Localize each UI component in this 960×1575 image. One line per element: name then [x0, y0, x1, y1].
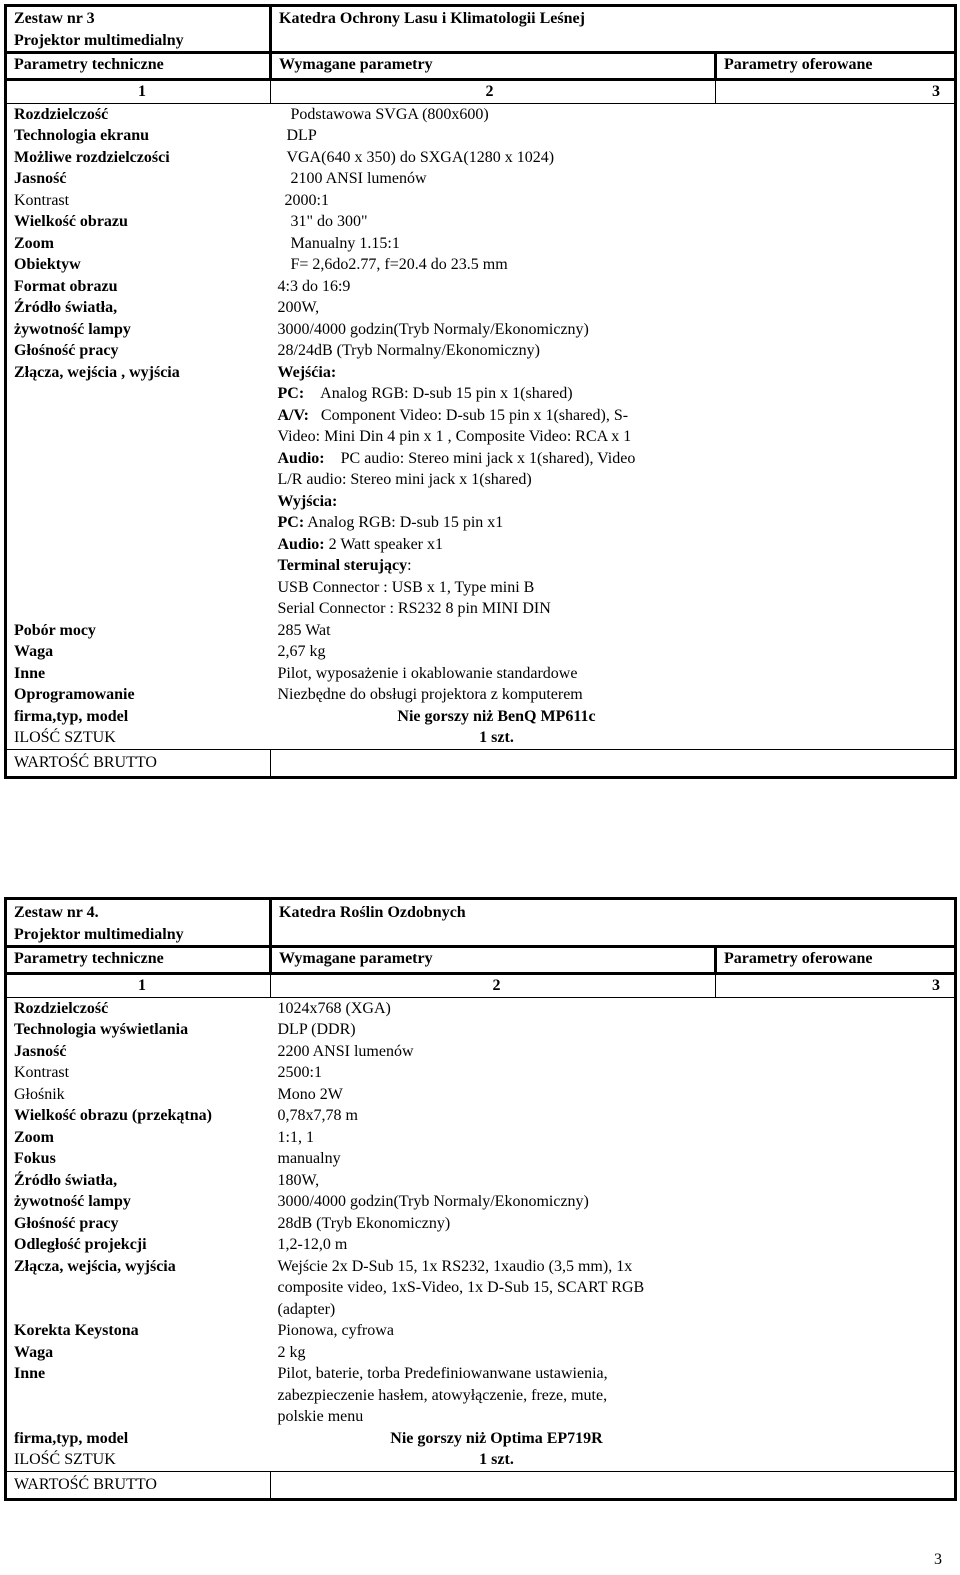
set4-number-row	[6, 974, 956, 998]
set3-outputs-title: Wyjścia:	[277, 492, 338, 510]
set3-gross-value-cell	[271, 749, 716, 777]
set4-offered-cell	[716, 1320, 956, 1342]
set4-row	[6, 1234, 956, 1256]
set3-input-pc-val: Analog RGB: D-sub 15 pin x 1(shared)	[320, 385, 573, 402]
set4-gross-offered-cell	[716, 1471, 956, 1499]
set4-value-lamp: 3000/4000 godzin(Tryb Normaly/Ekonomiczny)	[277, 1193, 589, 1210]
set4-label-other: Inne	[14, 1365, 46, 1382]
set3-header-required: Wymagane parametry	[271, 53, 716, 80]
set3-row	[6, 125, 956, 147]
set4-offered-cell	[716, 1256, 956, 1321]
set3-label-image-size: Wielkość obrazu	[14, 213, 128, 230]
set4-offered-cell	[716, 1363, 956, 1428]
set4-num-3: 3	[716, 974, 956, 998]
set4-other-line3: polskie menu	[277, 1408, 364, 1425]
set4-value-zoom: 1:1, 1	[277, 1128, 314, 1146]
set4-value-image-size: 0,78x7,78 m	[277, 1107, 358, 1124]
set4-row	[6, 1191, 956, 1213]
set3-row	[6, 190, 956, 212]
set4-value-qty: 1 szt.	[479, 1451, 514, 1468]
set4-label-brightness: Jasność	[14, 1042, 67, 1060]
set4-connectors-row	[6, 1256, 956, 1321]
set4-value-other	[271, 1363, 716, 1428]
set4-row	[6, 1041, 956, 1063]
set3-output-pc-key: PC:	[277, 514, 305, 531]
set3-label-light: Źródło światła,	[14, 299, 118, 316]
set3-row	[6, 147, 956, 169]
set4-label-resolution: Rozdzielczość	[14, 999, 109, 1017]
set4-label-speaker: Głośnik	[14, 1085, 65, 1103]
set3-offered-cell	[716, 168, 956, 190]
set4-header-params: Parametry techniczne	[6, 947, 271, 974]
set4-offered-cell	[716, 1084, 956, 1106]
set4-row	[6, 1320, 956, 1342]
set3-zestaw: Zestaw nr 3	[14, 10, 95, 27]
set3-input-av-val1: Component Video: D-sub 15 pin x 1(shared), S-	[320, 406, 629, 424]
set4-value-tech: DLP (DDR)	[277, 1021, 356, 1038]
set3-terminal-key: Terminal sterujący	[277, 557, 408, 574]
set3-label-contrast: Kontrast	[14, 191, 70, 209]
set3-label-gross: WARTOŚĆ BRUTTO	[6, 749, 271, 777]
set3-label-resolutions: Możliwe rozdzielczości	[14, 148, 170, 166]
set3-value-zoom: Manualny 1.15:1	[290, 234, 400, 252]
set4-label-noise: Głośność pracy	[14, 1214, 119, 1232]
set4-connectors-line3: (adapter)	[277, 1300, 336, 1318]
set3-label-firma: firma,typ, model	[14, 707, 129, 725]
set3-label-resolution: Rozdzielczość	[14, 105, 109, 123]
set3-value-tech: DLP	[286, 127, 317, 144]
set3-header-params: Parametry techniczne	[6, 53, 271, 80]
set3-input-audio	[278, 448, 716, 470]
set3-label-weight: Waga	[14, 643, 54, 660]
set3-output-audio	[278, 534, 716, 556]
set4-offered-cell	[716, 1449, 956, 1471]
set4-value-weight: 2 kg	[277, 1343, 306, 1361]
set3-label-software: Oprogramowanie	[14, 686, 135, 703]
set3-usb: USB Connector : USB x 1, Type mini B	[277, 578, 535, 596]
set3-value-contrast: 2000:1	[284, 191, 329, 209]
set4-gross-value-cell	[271, 1471, 716, 1499]
set3-header-row	[6, 53, 956, 80]
set3-offered-cell	[716, 727, 956, 749]
set4-label-contrast: Kontrast	[14, 1064, 70, 1081]
set3-offered-cell	[716, 125, 956, 147]
set4-label-distance: Odległość projekcji	[14, 1236, 147, 1253]
set3-serial: Serial Connector : RS232 8 pin MINI DIN	[277, 600, 551, 617]
set4-offered-cell	[716, 1105, 956, 1127]
set4-row	[6, 1105, 956, 1127]
set3-offered-cell	[716, 362, 956, 620]
set4-offered-cell	[716, 1428, 956, 1450]
set4-label-qty: ILOŚĆ SZTUK	[14, 1451, 116, 1468]
set4-offered-cell	[716, 1191, 956, 1213]
set4-value-speaker: Mono 2W	[277, 1085, 343, 1103]
set4-offered-cell	[716, 1148, 956, 1170]
set3-input-av-key: A/V:	[277, 406, 309, 424]
set4-label-light: Źródło światła,	[14, 1171, 118, 1189]
set3-value-weight: 2,67 kg	[277, 643, 326, 660]
set3-offered-cell	[716, 706, 956, 728]
set4-header-offered: Parametry oferowane	[716, 947, 956, 974]
set3-inputs-title: Wejśćia:	[277, 363, 337, 381]
set3-connectors-row	[6, 362, 956, 620]
set3-offered-cell	[716, 663, 956, 685]
set3-value-brightness: 2100 ANSI lumenów	[290, 170, 427, 187]
set4-label-lamp: żywotność lampy	[14, 1193, 131, 1210]
set3-row	[6, 319, 956, 341]
set3-label-zoom: Zoom	[14, 234, 54, 252]
set4-connectors-line1: Wejście 2x D-Sub 15, 1x RS232, 1xaudio (3,5 mm), 1x	[277, 1257, 633, 1275]
set3-gross-offered-cell	[716, 749, 956, 777]
set4-row	[6, 1062, 956, 1084]
set3-output-audio-val: 2 Watt speaker x1	[324, 535, 444, 553]
set4-header-required: Wymagane parametry	[271, 947, 716, 974]
set3-label-format: Format obrazu	[14, 277, 118, 295]
set3-input-audio-key: Audio:	[277, 449, 325, 467]
set4-row	[6, 1170, 956, 1192]
set3-value-firma: Nie gorszy niż BenQ MP611c	[397, 707, 596, 725]
set4-offered-cell	[716, 1127, 956, 1149]
set3-value-lens: F= 2,6do2.77, f=20.4 do 23.5 mm	[290, 256, 508, 273]
set4-other-line2: zabezpieczenie hasłem, atowyłączenie, freze, mute,	[277, 1386, 608, 1404]
set4-katedra: Katedra Roślin Ozdobnych	[271, 899, 956, 947]
set4-offered-cell	[716, 1062, 956, 1084]
set3-row	[6, 684, 956, 706]
set3-value-qty: 1 szt.	[479, 729, 514, 746]
set4-row	[6, 997, 956, 1019]
set4-label-image-size: Wielkość obrazu (przekątna)	[14, 1107, 212, 1124]
set4-value-firma: Nie gorszy niż Optima EP719R	[390, 1429, 603, 1447]
set3-row	[6, 254, 956, 276]
set3-row	[6, 233, 956, 255]
set3-offered-cell	[716, 340, 956, 362]
set3-row	[6, 620, 956, 642]
set4-row	[6, 1127, 956, 1149]
set3-value-resolutions: VGA(640 x 350) do SXGA(1280 x 1024)	[286, 148, 555, 166]
set3-offered-cell	[716, 254, 956, 276]
set4-other-line1: Pilot, baterie, torba Predefiniowanwane ustawienia,	[277, 1365, 608, 1382]
set3-output-pc-val: Analog RGB: D-sub 15 pin x1	[304, 514, 504, 531]
set3-header-offered: Parametry oferowane	[716, 53, 956, 80]
set3-offered-cell	[716, 276, 956, 298]
set4-row	[6, 1019, 956, 1041]
set3-offered-cell	[716, 641, 956, 663]
set3-spec-table	[4, 4, 957, 779]
set3-label-connectors: Złącza, wejścia , wyjścia	[14, 363, 180, 381]
set3-row	[6, 340, 956, 362]
set4-value-noise: 28dB (Tryb Ekonomiczny)	[277, 1214, 451, 1232]
set4-value-keystone: Pionowa, cyfrowa	[277, 1322, 394, 1339]
set4-header-row	[6, 947, 956, 974]
set3-output-pc	[278, 512, 716, 534]
set3-product: Projektor multimedialny	[14, 31, 184, 49]
set3-num-3: 3	[716, 80, 956, 104]
set4-label-tech: Technologia wyświetlania	[14, 1021, 189, 1038]
set3-input-pc-key: PC:	[277, 385, 305, 402]
set4-label-connectors: Złącza, wejścia, wyjścia	[14, 1257, 176, 1275]
set4-value-contrast: 2500:1	[277, 1064, 322, 1081]
set4-label-keystone: Korekta Keystona	[14, 1322, 139, 1339]
set4-offered-cell	[716, 1019, 956, 1041]
set4-other-row	[6, 1363, 956, 1428]
set3-offered-cell	[716, 190, 956, 212]
set3-input-pc	[278, 383, 716, 405]
set3-label-qty: ILOŚĆ SZTUK	[14, 729, 116, 746]
set3-offered-cell	[716, 620, 956, 642]
set3-offered-cell	[716, 103, 956, 125]
set3-value-format: 4:3 do 16:9	[277, 277, 351, 295]
set4-value-brightness: 2200 ANSI lumenów	[277, 1042, 414, 1060]
set4-offered-cell	[716, 1170, 956, 1192]
set3-value-noise: 28/24dB (Tryb Normalny/Ekonomiczny)	[277, 342, 540, 359]
set3-terminal	[278, 555, 716, 577]
set3-value-lamp: 3000/4000 godzin(Tryb Normaly/Ekonomiczny)	[277, 320, 589, 338]
set3-value-image-size: 31" do 300"	[290, 213, 368, 230]
set3-label-tech: Technologia ekranu	[14, 127, 149, 144]
set3-label-lamp: żywotność lampy	[14, 320, 131, 338]
page-number: 3	[934, 1551, 942, 1568]
set4-product: Projektor multimedialny	[14, 925, 184, 943]
set3-row	[6, 297, 956, 319]
set3-num-2: 2	[271, 80, 716, 104]
set3-value-power: 285 Wat	[277, 621, 331, 639]
set4-row	[6, 1148, 956, 1170]
set3-input-audio-val2: L/R audio: Stereo mini jack x 1(shared)	[277, 471, 532, 488]
set3-row	[6, 706, 956, 728]
set4-num-1: 1	[6, 974, 271, 998]
set3-row	[6, 211, 956, 233]
set4-value-focus: manualny	[277, 1150, 341, 1167]
set3-offered-cell	[716, 211, 956, 233]
set4-label-firma: firma,typ, model	[14, 1429, 129, 1447]
set3-value-connectors	[271, 362, 716, 620]
set4-label-gross: WARTOŚĆ BRUTTO	[6, 1471, 271, 1499]
set3-row	[6, 641, 956, 663]
set4-value-connectors	[271, 1256, 716, 1321]
set3-row	[6, 276, 956, 298]
set4-label-focus: Fokus	[14, 1150, 56, 1167]
set3-label-brightness: Jasność	[14, 170, 67, 187]
set4-value-light: 180W,	[277, 1171, 320, 1189]
set3-row	[6, 103, 956, 125]
set4-row	[6, 1342, 956, 1364]
set3-offered-cell	[716, 319, 956, 341]
set4-spec-table	[4, 897, 957, 1501]
set3-label-power: Pobór mocy	[14, 621, 96, 639]
set3-input-av-val2: Video: Mini Din 4 pin x 1 , Composite Video: RCA x 1	[277, 428, 632, 445]
set3-value-software: Niezbędne do obsługi projektora z komputerem	[277, 686, 583, 703]
set3-number-row	[6, 80, 956, 104]
set4-value-distance: 1,2-12,0 m	[277, 1236, 348, 1253]
set3-katedra: Katedra Ochrony Lasu i Klimatologii Leśnej	[271, 6, 956, 53]
set4-zestaw: Zestaw nr 4.	[14, 904, 99, 921]
set3-title-row	[6, 6, 956, 53]
set3-row	[6, 168, 956, 190]
set3-offered-cell	[716, 297, 956, 319]
set4-num-2: 2	[271, 974, 716, 998]
set3-offered-cell	[716, 147, 956, 169]
set4-offered-cell	[716, 1234, 956, 1256]
set4-offered-cell	[716, 1342, 956, 1364]
set3-value-other: Pilot, wyposażenie i okablowanie standardowe	[277, 664, 578, 682]
set3-output-audio-key: Audio:	[277, 535, 325, 553]
set3-label-other: Inne	[14, 664, 46, 682]
set4-offered-cell	[716, 997, 956, 1019]
set4-label-zoom: Zoom	[14, 1128, 54, 1146]
set3-offered-cell	[716, 233, 956, 255]
set4-value-resolution: 1024x768 (XGA)	[277, 999, 391, 1017]
set4-offered-cell	[716, 1213, 956, 1235]
set3-label-lens: Obiektyw	[14, 256, 81, 273]
set3-terminal-colon: :	[407, 557, 412, 574]
set3-num-1: 1	[6, 80, 271, 104]
set4-connectors-line2: composite video, 1xS-Video, 1x D-Sub 15, SCART RGB	[277, 1279, 645, 1296]
set3-value-light: 200W,	[277, 299, 320, 316]
set4-row	[6, 1449, 956, 1471]
set4-row	[6, 1084, 956, 1106]
set3-row	[6, 663, 956, 685]
set3-gross-row	[6, 749, 956, 777]
set4-gross-row	[6, 1471, 956, 1499]
set3-offered-cell	[716, 684, 956, 706]
set4-row	[6, 1428, 956, 1450]
set3-input-av	[278, 405, 716, 427]
set4-title-row	[6, 899, 956, 947]
set4-offered-cell	[716, 1041, 956, 1063]
set3-input-audio-val1: PC audio: Stereo mini jack x 1(shared), Video	[340, 449, 636, 467]
set4-label-weight: Waga	[14, 1343, 54, 1361]
set3-row	[6, 727, 956, 749]
set3-label-noise: Głośność pracy	[14, 342, 119, 359]
set3-value-resolution: Podstawowa SVGA (800x600)	[290, 105, 489, 123]
set4-row	[6, 1213, 956, 1235]
